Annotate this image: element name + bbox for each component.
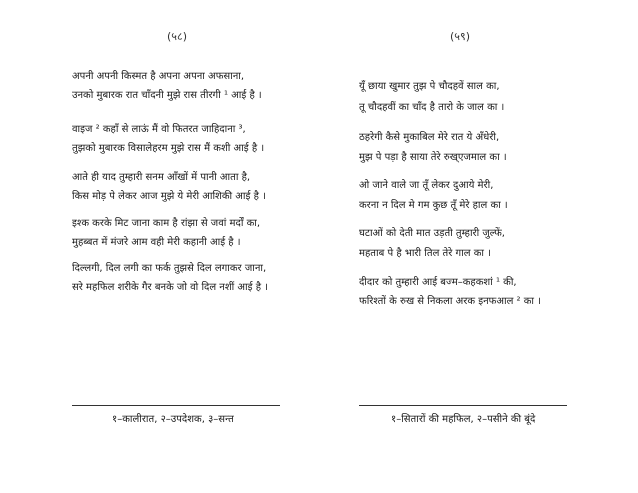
verse-line: मुझ पे पड़ा है साया तेरे रुख्एजमाल का ।	[359, 152, 507, 163]
verse-line: दीदार को तुम्हारी आई बज्म–कहकशां ¹ की,	[359, 277, 517, 288]
verse-line: दिल्लगी, दिल लगी का फर्क तुझसे दिल लगाकर जाना,	[72, 263, 267, 274]
verse-line: तुझको मुबारक विसालेहरम मुझे रास मैं कशी आई है ।	[72, 143, 265, 154]
footnote: १–सितारों की महफिल, २–पसीने की बूंदे	[391, 414, 536, 425]
page-number: (५९)	[450, 30, 471, 43]
footnote: १–कालीरात, २–उपदेशक, ३–सन्त	[112, 414, 234, 425]
right-page	[319, 0, 638, 493]
verse-line: उनको मुबारक रात चाँदनी मुझे रास तीरगी ¹ आई है ।	[72, 90, 262, 101]
footnote-divider	[359, 405, 567, 406]
verse-line: आते ही याद तुम्हारी सनम आँखों में पानी आता है,	[72, 172, 251, 183]
verse-line: किस मोड़ पे लेकर आज मुझे ये मेरी आशिकी आई है ।	[72, 191, 266, 202]
page-number: (५८)	[167, 30, 188, 43]
verse-line: घटाओं को देती मात उड़ती तुम्हारी जुल्फें,	[359, 228, 505, 239]
verse-line: मुहब्बत में मंजरे आम वही मेरी कहानी आई है ।	[72, 237, 241, 248]
verse-line: ओ जाने वाले जा तूँ लेकर दुआये मेरी,	[359, 180, 494, 191]
footnote-divider	[72, 405, 280, 406]
verse-line: महताब पे है भारी तिल तेरे गाल का ।	[359, 248, 491, 259]
verse-line: फरिश्तों के रुख से निकला अरक इनफआल ² का ।	[359, 296, 541, 307]
verse-line: अपनी अपनी किस्मत है अपना अपना अफसाना,	[72, 71, 245, 82]
verse-line: इश्क करके मिट जाना काम है रांझा से जवां मर्दों का,	[72, 218, 261, 229]
verse-line: तू चौदहवीं का चाँद है तारो के जाल का ।	[359, 102, 505, 113]
verse-line: ठहरेगी कैसे मुकाबिल मेरे रात ये अँधेरी,	[359, 132, 500, 143]
verse-line: करना न दिल मे गम कुछ तूँ मेरे हाल का ।	[359, 200, 508, 211]
verse-line: वाइज ² कहाँ से लाऊं मैं वो फितरत जाहिदाना ³,	[72, 124, 246, 135]
verse-line: यूँ छाया खुमार तुझ पे चौदहवें साल का,	[359, 81, 500, 92]
verse-line: सरे महफिल शरीके गैर बनके जो वो दिल नशीं आई है ।	[72, 282, 269, 293]
